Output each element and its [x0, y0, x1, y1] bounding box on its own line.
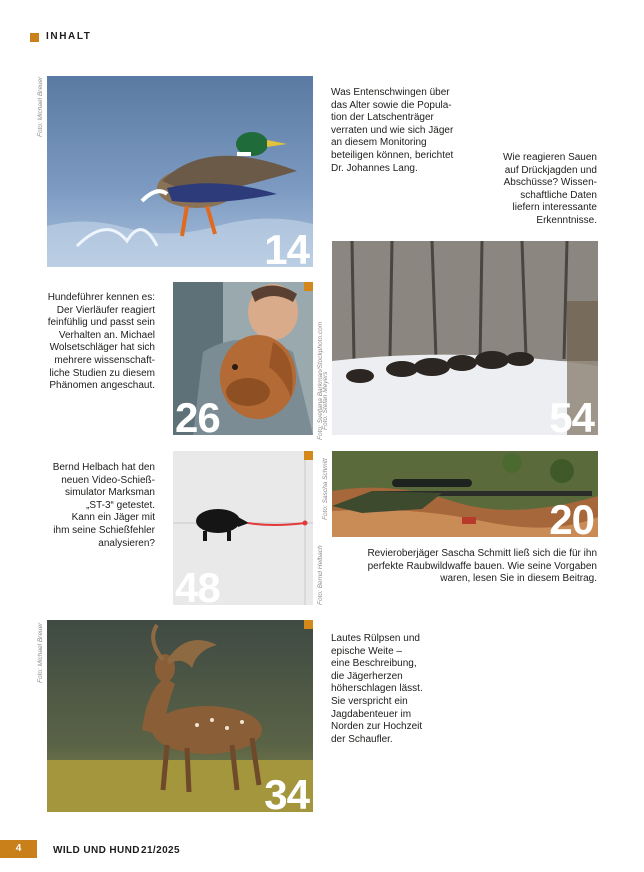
article-teaser[interactable]: Wie reagieren Sauen auf Drückjagden und Abschüsse? Wissen- schaftliche Daten liefern interessante Erkenntnisse.: [503, 152, 597, 226]
photo-credit: Foto: Sascha Schmitt: [322, 458, 329, 520]
footer-magazine-name: WILD UND HUND: [53, 845, 140, 856]
photo-credit: Foto: Michael Breuer: [37, 622, 44, 683]
article-photo-rifle[interactable]: [332, 451, 598, 537]
article-teaser[interactable]: Lautes Rülpsen und epische Weite – eine Beschreibung, die Jägerherzen höherschlagen lässt. Sie verspricht ein Jagdabenteuer im Norden zur Hochzeit der Schaufler.: [331, 633, 423, 745]
section-marker: [30, 33, 39, 42]
page-number: 20: [549, 496, 594, 537]
photo-credit: Foto: Michael Breuer: [37, 76, 44, 137]
article-photo-deer[interactable]: [47, 620, 313, 812]
article-teaser[interactable]: Was Entenschwingen über das Alter sowie die Popula- tion der Latschenträger verraten und wie sich Jäger an diesem Monitoring beteiligen können, berichtet Dr. Johannes Lang.: [331, 87, 454, 174]
footer-page-number: 4: [0, 840, 37, 858]
page-number: 54: [549, 394, 594, 435]
page-number: 34: [264, 771, 309, 812]
photo-credit: Foto: Stefan Meyers: [322, 371, 329, 430]
article-photo-dog[interactable]: [173, 282, 313, 435]
article-photo-simulator[interactable]: [173, 451, 313, 605]
section-label: INHALT: [46, 31, 92, 42]
article-marker: [304, 620, 313, 629]
photo-credit: Foto: Svetlana Barkman/Stockphoto.com: [317, 321, 324, 440]
article-teaser[interactable]: Revieroberjäger Sascha Schmitt ließ sich die für ihn perfekte Raubwildwaffe bauen. Wie seine Vorgaben waren, lesen Sie in diesem Beitrag.: [367, 548, 597, 585]
article-marker: [304, 451, 313, 460]
page-number: 48: [175, 564, 220, 605]
article-teaser[interactable]: Bernd Helbach hat den neuen Video-Schieß- simulator Marksman „ST-3“ getestet. Kann ein Jäger mit ihm seine Schießfehler analysieren?: [52, 462, 155, 549]
article-marker: [304, 282, 313, 291]
footer-issue: 21/2025: [141, 845, 180, 856]
article-photo-boars[interactable]: [332, 241, 598, 435]
article-photo-duck[interactable]: [47, 76, 313, 267]
page-number: 26: [175, 394, 220, 435]
page-number: 14: [264, 226, 309, 267]
photo-credit: Foto: Bernd Helbach: [317, 545, 324, 605]
article-teaser[interactable]: Hundeführer kennen es: Der Vierläufer reagiert feinfühlig und passt sein Verhalten an. Michael Wolsetschläger hat sich mehrere wissenschaft- liche Studien zu diesem Phänomen angeschaut.: [47, 292, 155, 392]
